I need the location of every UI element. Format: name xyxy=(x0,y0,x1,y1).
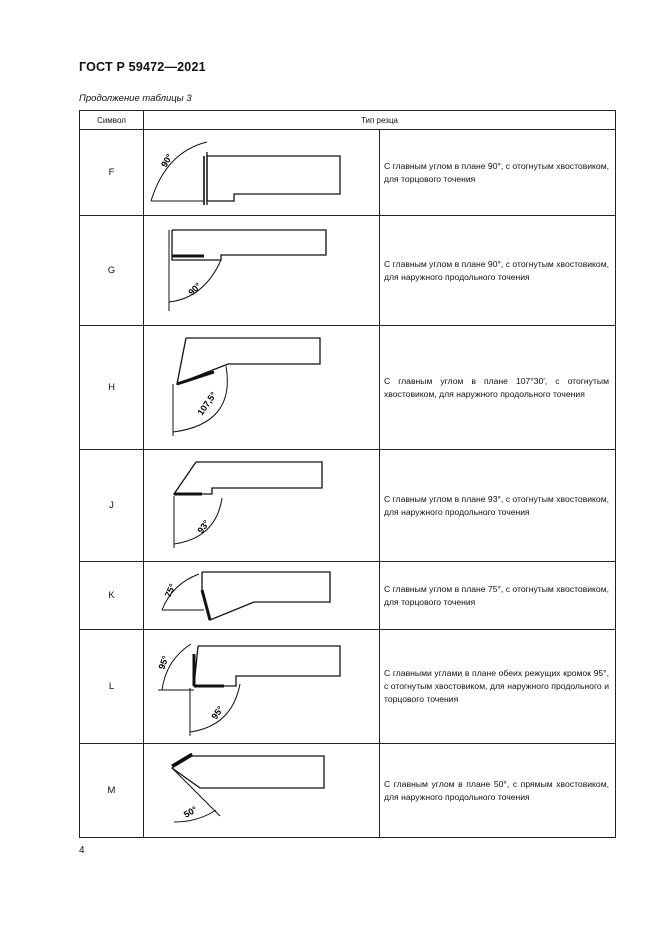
tool-diagram-m xyxy=(144,744,380,838)
page-number: 4 xyxy=(79,845,85,856)
tool-drawing xyxy=(144,216,356,325)
angle-label: 90° xyxy=(159,152,175,169)
row-symbol: L xyxy=(80,630,144,744)
tool-diagram-h xyxy=(144,326,380,450)
angle-label-bottom: 95° xyxy=(209,704,226,722)
tool-drawing xyxy=(144,744,356,837)
table-row xyxy=(80,562,616,630)
standard-title: ГОСТ Р 59472—2021 xyxy=(79,60,206,74)
table-row xyxy=(80,744,616,838)
row-symbol: H xyxy=(80,326,144,450)
header-symbol: Символ xyxy=(80,111,144,130)
table-row xyxy=(80,216,616,326)
tool-types-table xyxy=(79,110,616,838)
angle-label: 75° xyxy=(162,582,178,599)
tool-diagram-f xyxy=(144,130,380,216)
tool-diagram-l xyxy=(144,630,380,744)
angle-label: 90° xyxy=(186,280,204,298)
tool-diagram-k xyxy=(144,562,380,630)
row-description: С главным углом в плане 107°30′, с отогнутым хвостовиком, для наружного продольного точения xyxy=(380,326,616,450)
row-symbol: F xyxy=(80,130,144,216)
table-caption: Продолжение таблицы 3 xyxy=(79,93,192,104)
row-description: С главными углами в плане обеих режущих кромок 95°, с отогнутым хвостовиком, для наружного продольного и торцового точения xyxy=(380,630,616,744)
angle-label: 107,5° xyxy=(195,390,219,418)
row-description: С главным углом в плане 93°, с отогнутым хвостовиком, для наружного продольного точения xyxy=(380,450,616,562)
tool-drawing xyxy=(144,326,356,449)
row-description: С главным углом в плане 75°, с отогнутым хвостовиком, для торцового точения xyxy=(380,562,616,630)
row-description: С главным углом в плане 50°, с прямым хвостовиком, для наружного продольного точения xyxy=(380,744,616,838)
header-tool-type: Тип резца xyxy=(144,111,616,130)
row-symbol: K xyxy=(80,562,144,630)
tool-diagram-g xyxy=(144,216,380,326)
table-row xyxy=(80,630,616,744)
table-row xyxy=(80,130,616,216)
tool-drawing xyxy=(144,450,356,561)
row-symbol: J xyxy=(80,450,144,562)
table-row xyxy=(80,326,616,450)
table-header-row xyxy=(80,111,616,130)
row-symbol: G xyxy=(80,216,144,326)
angle-label-top: 95° xyxy=(156,654,171,671)
table-row xyxy=(80,450,616,562)
angle-label: 50° xyxy=(182,804,199,820)
tool-drawing xyxy=(144,562,356,629)
tool-drawing xyxy=(144,630,356,743)
angle-label: 93° xyxy=(195,518,212,536)
row-description: С главным углом в плане 90°, с отогнутым хвостовиком, для торцового точения xyxy=(380,130,616,216)
tool-diagram-j xyxy=(144,450,380,562)
row-description: С главным углом в плане 90°, с отогнутым хвостовиком, для наружного продольного точения xyxy=(380,216,616,326)
tool-drawing xyxy=(144,130,356,215)
row-symbol: M xyxy=(80,744,144,838)
